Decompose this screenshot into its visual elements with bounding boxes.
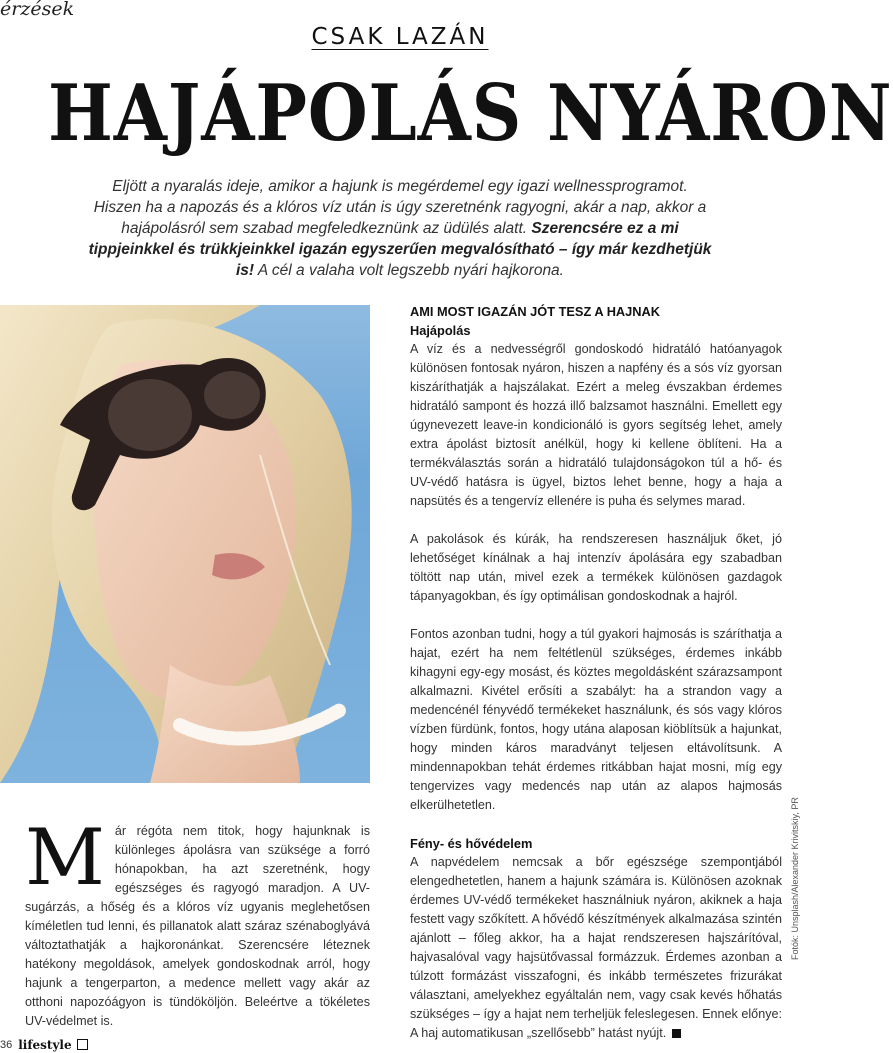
- intro-paragraph: [25, 813, 370, 1031]
- lead-text-1: Eljött a nyaralás ideje, amikor a hajunk is megérdemel egy igazi wellnessprogramot. Hiszen ha a napozás és a klóros víz után is úgy szeretnénk ragyogni, akár a nap, akkor a hajápolásról sem szabad megfeledkeznünk az üdülés alatt.: [93, 178, 707, 237]
- drop-cap: M: [25, 813, 105, 903]
- headline: HAJÁPOLÁS NYÁRON: [48, 68, 893, 159]
- photo-credit: Fotók: Unsplash/Alexander Krivitskiy, PR: [790, 797, 800, 960]
- paragraph-hydration: A víz és a nedvességről gondoskodó hidratáló hatóanyagok különösen fontosak nyáron, hiszen a napfény és a sós víz gyorsan kiszáríthatják a hajszálakat. Ezért a meleg évszakban érdemes hidratáló sampont és hozzá illő balzsamot használni. Emellett egy úgynevezett leave-in kondicionáló is gyors segítség lehet, amely extra ápolást biztosít anélkül, hogy ki kellene öblíteni. Ha a termékválasztás során a hidratáló tulajdonságokon túl a hő- és UV-védő hatásra is ügyel, biztos lehet benne, hogy a haja a napsütés és a tengervíz ellenére is puha és selymes marad.: [410, 342, 782, 508]
- article-right-column: [410, 302, 782, 1043]
- lead-paragraph: [88, 176, 712, 281]
- portrait-illustration: [0, 305, 370, 783]
- lead-bold: Szerencsére ez a mi tippjeinkkel és trükkjeinkkel igazán egyszerűen megvalósítható – így már kezdhetjük is!: [88, 220, 712, 279]
- paragraph-protection-text: A napvédelem nemcsak a bőr egészsége szempontjából elengedhetetlen, hanem a hajunk számára is. Különösen azoknak érdemes UV-védő termékeket használniuk nyáron, akiknek a haja festett vagy szőkített. A hővédő készítmények alkalmazása szintén ajánlott – főleg akkor, ha a hajat rendszeresen hajszárítóval, hajvasalóval vagy hajsütővassal formázzuk. Érdemes azonban a túlzott formázást visszafogni, és inkább természetes frizurákat választani, amelyekhez egyáltalán nem, vagy csak kevés hőhatás szükséges – így a hajat nem terheljük feleslegesen. Ennek előnye: A haj automatikusan „szellősebb” hatást nyújt.: [410, 855, 782, 1040]
- section-tag: érzések: [0, 0, 75, 20]
- end-mark-icon: [672, 1029, 681, 1038]
- portrait-photo: [0, 305, 370, 783]
- paragraph-protection: [410, 853, 782, 1043]
- page-number: 36: [0, 1038, 13, 1051]
- section-title: AMI MOST IGAZÁN JÓT TESZ A HAJNAK: [410, 304, 661, 319]
- page-footer: [0, 1036, 88, 1053]
- subheading-sun-heat-protection: Fény- és hővédelem: [410, 836, 533, 851]
- magazine-brand: lifestyle: [18, 1037, 72, 1052]
- kicker-text: CSAK LAZÁN: [311, 24, 489, 50]
- intro-text: ár régóta nem titok, hogy hajunknak is különleges ápolásra van szüksége a forró hónapokban, ha azt szeretnénk, hogy egészséges és ragyogó maradjon. A UV-sugárzás, a hőség és a klóros víz ugyanis meglehetősen kíméletlen tud lenni, és pillanatok alatt száraz szénaboglyává változtathatják a hajkoronánkat. Szerencsére léteznek hatékony megoldások, amelyek gondoskodnak arról, hogy hajunk a tengerparton, a medence mellett vagy akár az otthoni napozóágyon is tündököljön. Beleértve a tökéletes UV-védelmet is.: [25, 824, 370, 1028]
- brand-square-icon: [77, 1039, 88, 1050]
- lead-text-2: A cél a valaha volt legszebb nyári hajkorona.: [254, 262, 564, 279]
- subheading-hair-care: Hajápolás: [410, 323, 471, 338]
- paragraph-washing: Fontos azonban tudni, hogy a túl gyakori hajmosás is száríthatja a hajat, ezért ha nem feltétlenül szükséges, érdemes inkább kihagyni egy-egy mosást, és köztes megoldásként szárazsampont alkalmazni. Kivétel erősíti a szabályt: ha a strandon vagy a medencénél fényvédő termékeket használunk, és sós vagy klóros vízben fürdünk, fontos, hogy utána alaposan kiöblítsük a hajunkat, hogy minden káros maradványt teljesen eltávolítsunk. A mindennapokban tehát érdemes ritkábban hajat mosni, míg egy tengervizes vagy medencés nap után az alapos hajmosás elkerülhetetlen.: [410, 627, 782, 812]
- paragraph-masks: A pakolások és kúrák, ha rendszeresen használjuk őket, jó lehetőséget kínálnak a haj intenzív ápolására egy szabadban töltött nap után, mivel ezek a termékek különösen gazdagok tápanyagokban, és így optimálisan gondoskodnak a hajról.: [410, 532, 782, 603]
- kicker: [0, 24, 800, 50]
